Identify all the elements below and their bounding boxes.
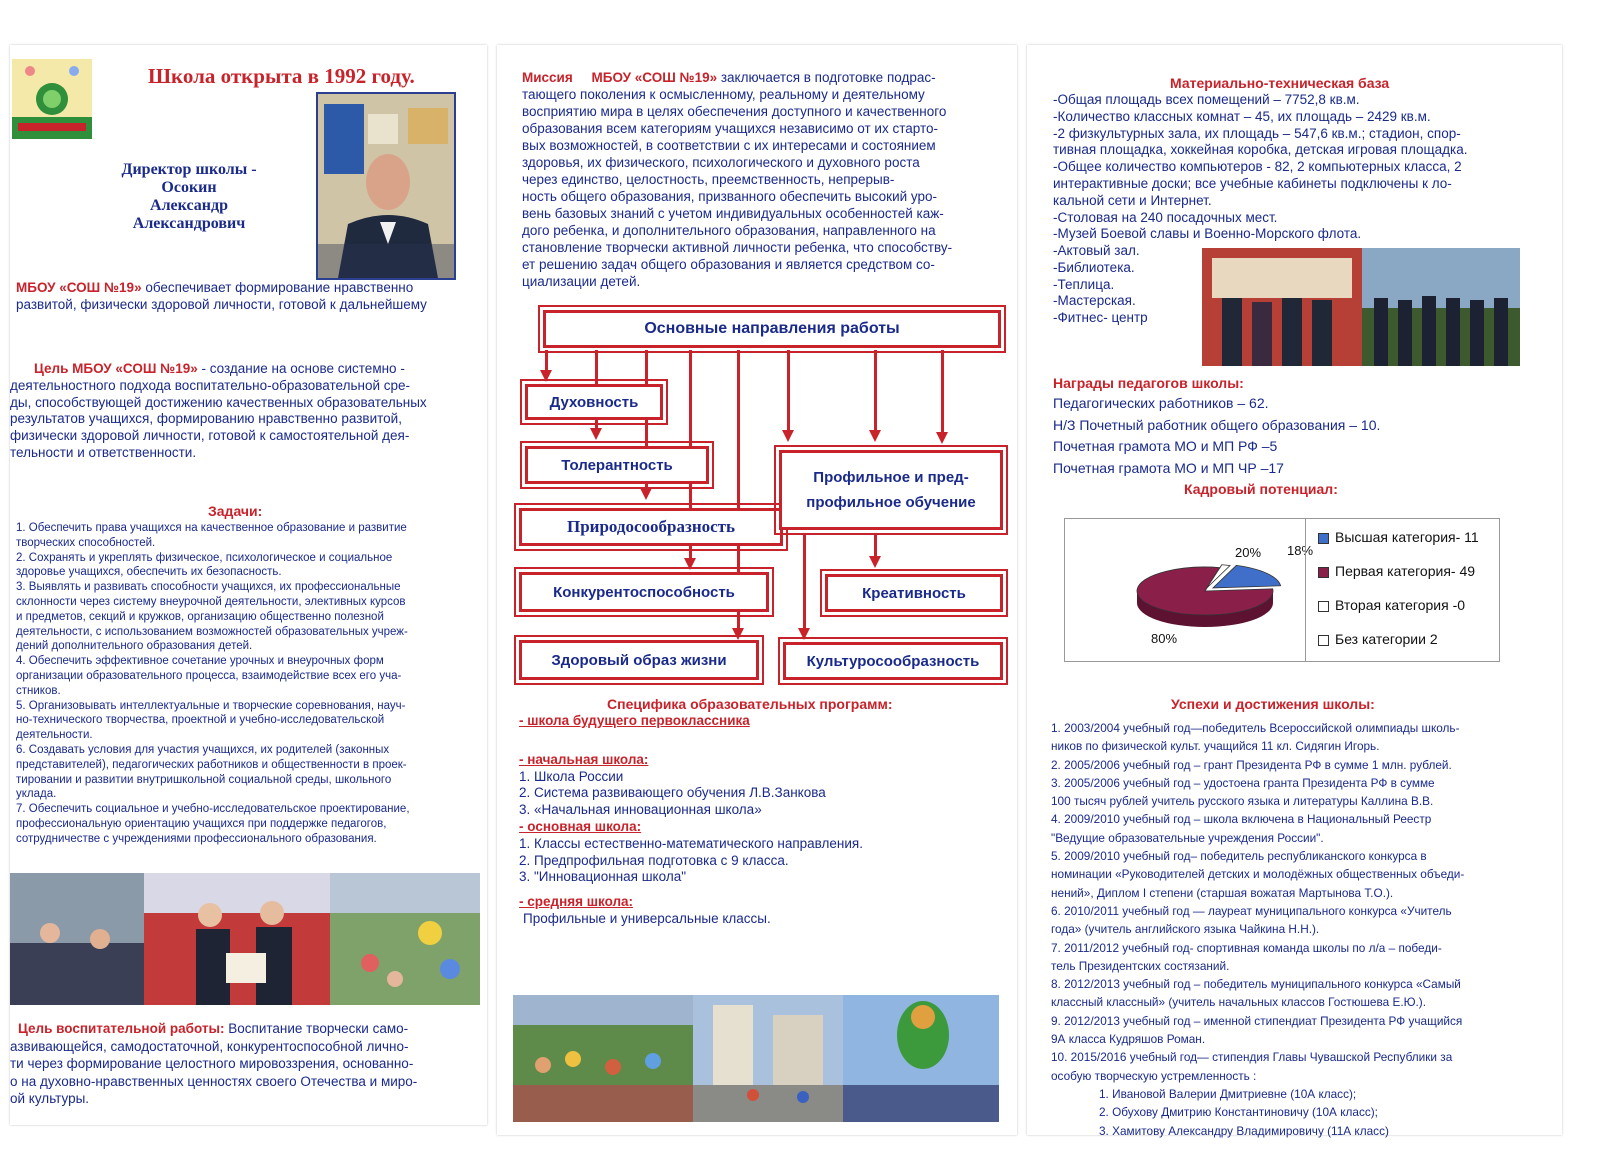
facility-item: -Теплица.: [1053, 276, 1115, 292]
school-event-photos: [10, 873, 480, 1005]
legend-label: Высшая категория- 11: [1335, 529, 1479, 545]
primary-school-label: - начальная школа:: [519, 751, 649, 767]
staff-pie-chart: [1065, 519, 1314, 661]
secondary-text: Профильные и универсальные классы.: [523, 910, 771, 926]
achievement-line: 100 тысяч рублей учитель русского языка и литературы Каллина В.В.: [1051, 794, 1434, 809]
task-item: 5. Организовывать интеллектуальные и творческие соревнования, науч- но-технического творчества, проектной и учебно-исследовательской деятельности.: [16, 699, 406, 742]
intro-paragraph: [16, 280, 486, 314]
primary-item: 1. Школа России: [519, 768, 624, 784]
mission-line: восприятию мира в целях обеспечения доступного и качественного: [522, 104, 947, 119]
profile-line: профильное обучение: [806, 494, 976, 511]
base-item: -Музей Боевой славы и Военно-Морского флота.: [1053, 226, 1362, 242]
achievement-line: особую творческую устремленность :: [1051, 1068, 1257, 1083]
task-item: 1. Обеспечить права учащихся на качественное образование и развитие творческих способностей.: [16, 522, 407, 549]
edu-goal-line: о на духовно-нравственных ценностях своего Отечества и миро-: [10, 1073, 418, 1089]
base-item: тивная площадка, хоккейная коробка, детская игровая площадка.: [1053, 142, 1468, 158]
legend-label: Первая категория- 49: [1335, 563, 1476, 579]
opening-title: Школа открыта в 1992 году.: [148, 64, 415, 88]
basic-item: 2. Предпрофильная подготовка с 9 класса.: [519, 852, 789, 868]
director-patronymic: Александрович: [132, 215, 246, 232]
base-item: кальной сети и Интернет.: [1053, 192, 1212, 208]
achievement-line: 7. 2011/2012 учебный год- спортивная команда школы по л/а – победи-: [1051, 940, 1442, 955]
intro-text: обеспечивает формирование нравственно: [141, 280, 414, 295]
goal-line: результатов учащихся, формированию нравственно развитой,: [10, 411, 402, 427]
mission-line: заключается в подготовке подрас-: [717, 70, 936, 85]
base-title: Материально-техническая база: [1170, 75, 1390, 91]
achievement-line: 8. 2012/2013 учебный год – победитель муниципального конкурса «Самый: [1051, 977, 1461, 992]
mission-line: через единство, целостность, преемственность, непрерыв-: [522, 172, 895, 187]
mission-line: здоровья, их физического, психологического и духовного роста: [522, 155, 920, 170]
awards-list: [1053, 393, 1533, 479]
awards-title: Награды педагогов школы:: [1053, 375, 1244, 391]
award-item: Педагогических работников – 62.: [1053, 395, 1269, 411]
goal-line: деятельностного подхода воспитательно-образовательной сре-: [10, 377, 411, 393]
legend-label: Вторая категория -0: [1335, 597, 1466, 613]
primary-item: 3. «Начальная инновационная школа»: [519, 802, 762, 818]
legend-swatch: [1318, 533, 1329, 544]
mission-line: циализации детей.: [522, 274, 641, 289]
director-surname: Осокин: [161, 179, 217, 196]
pie-data-label: 20%: [1235, 545, 1262, 560]
facility-item: -Мастерская.: [1053, 293, 1136, 309]
middle-panel: [497, 45, 1017, 1135]
mission-line: становление творчески активной личности ребенка, что способству-: [522, 240, 953, 255]
mission-line: тающего поколения к осмысленному, реальному и деятельному: [522, 87, 925, 102]
achievement-line: 2. 2005/2006 учебный год – грант Президента РФ в сумме 1 млн. рублей.: [1051, 757, 1452, 772]
task-item: 3. Выявлять и развивать способности учащихся, их профессиональные склонности через систему внеурочной деятельности, элективных курсов и предметов, секций и кружков, организацию общественно полезной деятельности, с использованием возможностей образовательных учреж- дений дополнительного образования детей.: [16, 581, 408, 653]
basic-school-label: - основная школа:: [519, 818, 642, 834]
base-item: -Столовая на 240 посадочных мест.: [1053, 209, 1278, 225]
profile-training-box: [779, 450, 1003, 530]
creativity-box: Креативность: [825, 574, 1003, 612]
mission-org: МБОУ «СОШ №19»: [591, 70, 718, 85]
achievement-line: 10. 2015/2016 учебный год— стипендия Главы Чувашской Республики за: [1051, 1050, 1453, 1065]
edu-goal-line: Воспитание творчески само-: [224, 1021, 409, 1036]
intro-org: МБОУ «СОШ №19»: [16, 280, 142, 295]
goal-line: тельности и ответственности.: [10, 444, 197, 460]
task-item: 6. Создавать условия для участия учащихся, их родителей (законных представителей), педагогических работников и общественности в проек- тировании и развитии внутришкольной социальной среды, школьного уклада.: [16, 743, 407, 801]
legend-item: [1318, 597, 1465, 613]
achievement-line: классный классный» (учитель начальных классов Гостюшева Е.Ю.).: [1051, 995, 1427, 1010]
staff-chart: [1064, 518, 1500, 662]
healthy-lifestyle-box: Здоровый образ жизни: [519, 640, 759, 680]
directions-diagram: [497, 300, 1017, 700]
facility-item: -Актовый зал.: [1053, 243, 1140, 258]
achievement-line: номинации «Руководителей детских и молодёжных общественных объеди-: [1051, 867, 1465, 882]
intro-line2: развитой, физически здоровой личности, готовой к дальнейшему: [16, 296, 427, 312]
achievement-line: 5. 2009/2010 учебный год– победитель республиканского конкурса в: [1051, 849, 1427, 864]
base-list: [1053, 92, 1548, 243]
facility-item: -Фитнес- центр: [1053, 310, 1148, 326]
tasks-list: [16, 521, 478, 847]
programs-list: [519, 713, 999, 928]
tasks-title: Задачи:: [208, 503, 263, 519]
mission-line: образования всем категориям учащихся независимо от их старто-: [522, 121, 939, 136]
achievement-line: 1. 2003/2004 учебный год—победитель Всероссийской олимпиады школь-: [1051, 721, 1460, 735]
achievement-line: 1. Ивановой Валерии Дмитриевне (10А класс);: [1099, 1086, 1357, 1101]
facility-item: -Библиотека.: [1053, 259, 1135, 275]
award-item: Почетная грамота МО и МП ЧР –17: [1053, 459, 1284, 476]
base-item: -Количество классных комнат – 45, их площадь – 2429 кв.м.: [1053, 108, 1431, 124]
achievement-line: 3. 2005/2006 учебный год – удостоена гранта Президента РФ в сумме: [1051, 775, 1435, 790]
left-panel: [10, 45, 487, 1125]
achievements-title: Успехи и достижения школы:: [1171, 696, 1375, 712]
staff-title: Кадровый потенциал:: [1184, 481, 1338, 497]
achievement-line: 4. 2009/2010 учебный год – школа включена в Национальный Реестр: [1051, 812, 1432, 827]
base-item: интерактивные доски; все учебные кабинеты подключены к ло-: [1053, 175, 1452, 191]
award-item: Почетная грамота МО и МП РФ –5: [1053, 438, 1278, 454]
basic-item: 1. Классы естественно-математического направления.: [519, 835, 863, 851]
mission-paragraph: [522, 69, 1002, 290]
goal-line: - создание на основе системно -: [197, 361, 405, 376]
award-item: Н/З Почетный работник общего образования – 10.: [1053, 416, 1381, 433]
spirituality-box: Духовность: [525, 384, 663, 420]
task-item: 4. Обеспечить эффективное сочетание урочных и внеурочных форм организации образовательного процесса, взаимодействие всех его уча- стников.: [16, 655, 402, 697]
mission-label: Миссия: [522, 70, 573, 85]
achievement-line: 2. Обухову Дмитрию Константиновичу (10А класс);: [1099, 1105, 1378, 1120]
edu-goal-line: ой культуры.: [10, 1091, 90, 1106]
director-photo: [316, 92, 456, 280]
edu-goal-line: ти через формирование целостного мировоззрения, основанно-: [10, 1056, 414, 1071]
students-activity-photos: [513, 995, 999, 1122]
museum-photos: [1202, 248, 1520, 366]
achievement-line: 9. 2012/2013 учебный год – именной стипендиат Президента РФ учащийся: [1051, 1013, 1463, 1028]
staff-legend: [1305, 519, 1499, 661]
achievements-list: [1051, 719, 1541, 1140]
legend-item: [1318, 529, 1479, 545]
primary-item: 2. Система развивающего обучения Л.В.Занкова: [519, 785, 826, 801]
achievement-line: 3. Хамитову Александру Владимировичу (11А класс): [1099, 1123, 1389, 1138]
base-item: -Общее количество компьютеров - 82, 2 компьютерных класса, 2: [1053, 159, 1462, 175]
competitiveness-box: Конкурентоспособность: [519, 572, 769, 612]
edu-goal-label: Цель воспитательной работы:: [18, 1021, 225, 1036]
pie-data-label: 80%: [1151, 631, 1178, 646]
director-title: Директор школы -: [121, 161, 257, 178]
director-heading: [104, 161, 274, 233]
pie-data-label: 18%: [1287, 543, 1314, 558]
nature-conformity-box: Природосообразность: [519, 508, 783, 546]
goal-label: Цель МБОУ «СОШ №19»: [34, 361, 198, 376]
achievement-line: нений», Диплом I степени (старшая вожатая Мартынова Т.О.).: [1051, 885, 1394, 900]
legend-swatch: [1318, 567, 1329, 578]
achievement-line: "Ведущие образовательные учреждения России".: [1051, 830, 1324, 845]
achievement-line: 9А класса Кудряшов Роман.: [1051, 1032, 1206, 1047]
achievement-line: тель Президентских состязаний.: [1051, 958, 1230, 973]
mission-line: ность общего образования, призванного обеспечить высокий уро-: [522, 189, 938, 204]
facilities-list: [1053, 243, 1213, 327]
director-firstname: Александр: [150, 197, 228, 214]
edu-goal-paragraph: [10, 1020, 480, 1108]
task-item: 2. Сохранять и укреплять физическое, психологическое и социальное здоровье учащихся, обеспечить их безопасность.: [16, 551, 393, 579]
programs-title: Специфика образовательных программ:: [607, 696, 893, 712]
goal-paragraph: [10, 361, 480, 462]
goal-line: ды, способствующей достижению качественных образовательных: [10, 394, 427, 410]
right-panel: [1027, 45, 1562, 1138]
base-item: -2 физкультурных зала, их площадь – 547,6 кв.м.; стадион, спор-: [1053, 125, 1461, 141]
base-item: -Общая площадь всех помещений – 7752,8 кв.м.: [1053, 92, 1360, 107]
mission-line: вых возможностей, в соответствии с их интересами и состоянием: [522, 138, 936, 153]
legend-item: [1318, 563, 1475, 579]
mission-line: дого ребенка, и дополнительного образования, направленного на: [522, 223, 936, 238]
tolerance-box: Толерантность: [525, 446, 709, 484]
secondary-school-label: - средняя школа:: [519, 894, 634, 910]
cultural-conformity-box: Культуросообразность: [783, 642, 1003, 680]
future-first-grader: - школа будущего первоклассника: [519, 713, 750, 728]
achievement-line: ников по физической культ. учащийся 11 кл. Сидягин Игорь.: [1051, 739, 1380, 754]
mission-line: вень базовых знаний с учетом индивидуальных особенностей каж-: [522, 206, 944, 221]
profile-line: Профильное и пред-: [813, 469, 969, 486]
legend-label: Без категории 2: [1335, 631, 1438, 647]
main-directions-box: Основные направления работы: [543, 310, 1001, 348]
school-logo: [12, 59, 92, 139]
basic-item: 3. "Инновационная школа": [519, 869, 686, 885]
legend-item: [1318, 631, 1438, 647]
task-item: 7. Обеспечить социальное и учебно-исследовательское проектирование, профессиональную ориентацию учащихся при поддержке педагогов, сотрудничестве с учреждениями профессионального образования.: [16, 803, 410, 845]
legend-swatch: [1318, 601, 1329, 612]
mission-line: ет решению задач общего образования и является средством со-: [522, 257, 935, 272]
edu-goal-line: азвивающейся, самодостаточной, конкурентоспособной лично-: [10, 1038, 409, 1054]
achievement-line: 6. 2010/2011 учебный год — лауреат муниципального конкурса «Учитель: [1051, 903, 1452, 918]
achievement-line: года» (учитель английского языка Чайкина Н.Н.).: [1051, 922, 1320, 937]
goal-line: физически здоровой личности, готовой к самостоятельной дея-: [10, 428, 410, 444]
legend-swatch: [1318, 635, 1329, 646]
